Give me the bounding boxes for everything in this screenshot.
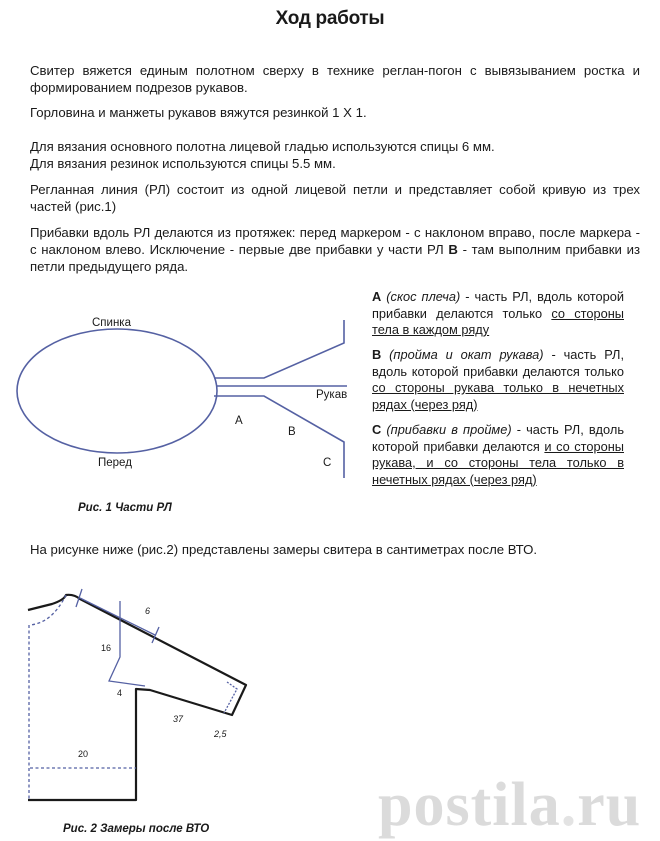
legend-b-letter: В (372, 347, 382, 362)
raglan-parts-diagram (0, 290, 370, 530)
legend-part-c (372, 422, 624, 488)
measure-37: 37 (173, 714, 184, 724)
label-part-b: В (288, 426, 296, 438)
needles-paragraph (30, 138, 640, 172)
legend-a-italic: (скос плеча) (386, 289, 461, 304)
legend-c-letter: С (372, 422, 382, 437)
watermark-text: postila (378, 771, 561, 839)
label-back: Спинка (92, 317, 131, 329)
measure-6: 6 (145, 606, 151, 616)
measurements-paragraph: На рисунке ниже (рис.2) представлены замеры свитера в сантиметрах после ВТО. (30, 542, 538, 557)
intro-paragraph: Свитер вяжется единым полотном сверху в технике реглан-погон с вывязыванием ростка и формированием подрезов рукавов. (30, 63, 640, 95)
legend-a-underline: со стороны тела в каждом ряду (372, 305, 624, 337)
label-sleeve: Рукав (316, 389, 348, 401)
legend-b-italic: (пройма и окат рукава) (389, 347, 544, 362)
increases-text: Прибавки вдоль РЛ делаются из протяжек: перед маркером - с наклоном вправо, после маркера - с наклоном влево. Исключение - первые две прибавки у части РЛ (30, 225, 640, 257)
legend-a-text: - часть РЛ, вдоль которой прибавки делаются только (372, 289, 625, 321)
watermark-domain: ru (577, 771, 642, 839)
legend-b-text: - часть РЛ, вдоль которой прибавки делаются только (372, 347, 624, 379)
raglan-depth-line (109, 601, 145, 686)
watermark (378, 770, 658, 840)
watermark-dot: . (560, 771, 578, 839)
body-ellipse (17, 329, 217, 453)
needles-ribbing-line: Для вязания резинок используются спицы 5.5 мм. (30, 156, 336, 171)
increases-paragraph (30, 224, 640, 275)
measure-20: 20 (78, 749, 89, 759)
increases-bold-letter: В (448, 242, 458, 257)
shoulder-measure-line (80, 598, 155, 635)
measure-4: 4 (117, 688, 123, 698)
increases-text-end: - там выполним прибавки из петли предыдущего ряда. (30, 242, 640, 274)
legend-b-underline: со стороны рукава только в нечетных рядах (через ряд) (372, 380, 624, 412)
legend-c-text: - часть РЛ, вдоль которой прибавки делаются (372, 422, 624, 454)
needles-main-line: Для вязания основного полотна лицевой гладью используются спицы 6 мм. (30, 139, 495, 154)
figure2-caption: Рис. 2 Замеры после ВТО (63, 823, 210, 835)
legend-a-letter: А (372, 289, 382, 304)
legend-c-underline: и со стороны рукава, и со стороны тела только в нечетных рядах (через ряд) (372, 438, 624, 487)
raglan-upper-line (214, 320, 344, 378)
legend-c-italic: (прибавки в пройме) (386, 422, 512, 437)
label-front: Перед (98, 457, 132, 469)
legend-part-b (372, 347, 624, 413)
raglan-paragraph: Регланная линия (РЛ) состоит из одной лицевой петли и представляет собой кривую из трех частей (рис.1) (30, 182, 640, 214)
legend-part-a (372, 289, 624, 339)
page-title: Ход работы (275, 8, 385, 29)
label-part-c: С (323, 457, 332, 469)
measure-2-5: 2,5 (214, 729, 227, 739)
figure1-caption: Рис. 1 Части РЛ (78, 502, 172, 514)
measurements-diagram (0, 585, 300, 820)
ribbing-paragraph: Горловина и манжеты рукавов вяжутся резинкой 1 Х 1. (30, 105, 367, 120)
label-part-a: А (235, 415, 243, 427)
measure-16: 16 (101, 643, 112, 653)
